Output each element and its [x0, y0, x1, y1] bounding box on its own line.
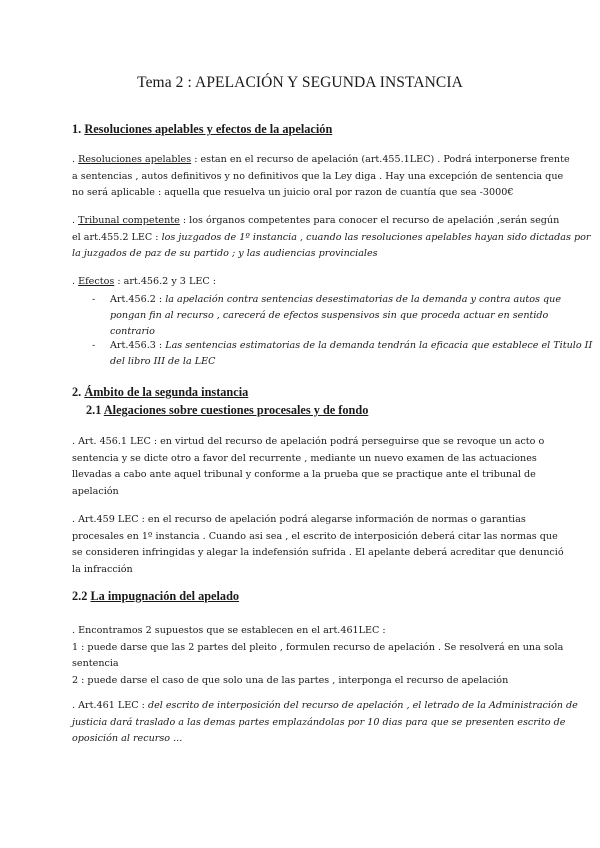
list-item: - Art.456.3 : Las sentencias estimatorias de la demanda tendrán la eficacia que establece el Titulo II del libro III de la LEC	[92, 340, 593, 368]
page-title: Tema 2 : APELACIÓN Y SEGUNDA INSTANCIA	[137, 74, 463, 91]
paragraph-art-461-supuestos: . Encontramos 2 supuestos que se establecen en el art.461LEC : 1 : puede darse que las 2 partes del pleito , formulen recurso de apelación . Se resolverá en una sola sentencia 2 : puede darse el caso de que solo una de las partes , interponga el recurso de apelación	[72, 625, 564, 686]
list-item: - Art.456.2 : la apelación contra sentencias desestimatorias de la demanda y contra autos que pongan fin al recurso , carecerá de efectos suspensivos sin que proceda actuar en sentido contrario	[92, 294, 561, 338]
paragraph-art-459: . Art.459 LEC : en el recurso de apelación podrá alegarse información de normas o garantias procesales en 1º instancia . Cuando asi sea , el escrito de interposición deberá citar las normas que se consideren infringidas y alegar la indefensión sufrida . El apelante deberá acreditar que denunció la infracción	[72, 514, 564, 575]
subsection-2-1-heading	[86, 403, 368, 418]
label-tribunal-competente: Tribunal competente	[78, 215, 180, 226]
section-1-title: Resoluciones apelables y efectos de la apelación	[84, 122, 333, 136]
subsection-2-2-title: La impugnación del apelado	[90, 589, 240, 603]
subsection-2-1-number: 2.1	[86, 403, 102, 417]
label-resoluciones-apelables: Resoluciones apelables	[78, 154, 192, 165]
section-1-number: 1.	[72, 122, 82, 136]
bullet-dash: -	[92, 294, 96, 305]
label-efectos: Efectos	[78, 276, 115, 287]
paragraph-resoluciones-apelables: . Resoluciones apelables : estan en el recurso de apelación (art.455.1LEC) . Podrá interponerse frente a sentencias , autos definitivos y no definitivos que la Ley diga . Hay una excepción de sentencia que no será aplicable : aquella que resuelva un juicio oral por razon de cuantía que sea -3000€	[72, 154, 570, 199]
paragraph-art-456-1: . Art. 456.1 LEC : en virtud del recurso de apelación podrá perseguirse que se revoque un acto o sentencia y se dicte otro a favor del recurrente , mediante un nuevo examen de las actuaciones llevadas a cabo ante aquel tribunal y conforme a la prueba que se practique ante el tribunal de apelación	[72, 436, 545, 497]
subsection-2-2-heading	[72, 589, 239, 604]
paragraph-tribunal-competente: . Tribunal competente : los órganos competentes para conocer el recurso de apelación ,serán según el art.455.2 LEC : los juzgados de 1º instancia , cuando las resoluciones apelables hayan sido dictadas por la juzgados de paz de su partido ; y las audiencias provinciales	[72, 215, 591, 260]
section-1-heading	[72, 122, 332, 137]
paragraph-efectos: . Efectos : art.456.2 y 3 LEC :	[72, 276, 216, 287]
section-2-heading	[72, 385, 248, 400]
section-2-number: 2.	[72, 385, 82, 399]
section-2-title: Ámbito de la segunda instancia	[84, 385, 249, 399]
subsection-2-2-number: 2.2	[72, 589, 88, 603]
paragraph-art-461-escrito: . Art.461 LEC : del escrito de interposición del recurso de apelación , el letrado de la Administración de justicia dará traslado a las demas partes emplazándolas por 10 dias para que se presenten escrito de oposición al recurso ...	[72, 700, 578, 745]
bullet-dash: -	[92, 340, 96, 351]
subsection-2-1-title: Alegaciones sobre cuestiones procesales y de fondo	[103, 403, 369, 417]
